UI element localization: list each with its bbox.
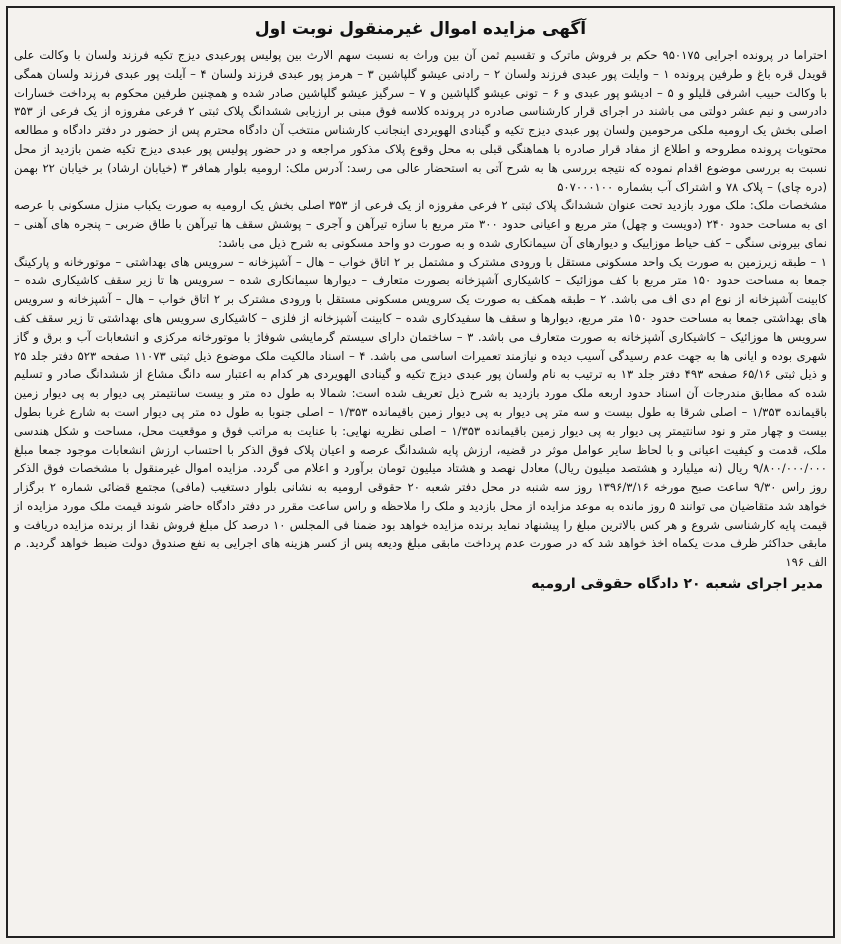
notice-paragraph-intro: احتراما در پرونده اجرایی ۹۵۰۱۷۵ حکم بر فروش ماترک و تقسیم ثمن آن بین وراث به نسبت سهم الارث بین پولیس پورعبدی دیزج تکیه فرزند ولسان با وکالت علی قویدل قره باغ و طرفین پرونده ۱ – وایلت پور عبدی فرزند ولسان ۲ – رادنی عیشو گلپاشین ۳ – هرمز پور عبدی فرزند ولسان ۴ – آیلت پور عبدی فرزند ولسان همگی با وکالت حبیب اشرفی قلیلو و ۵ – ادیشو پور عبدی و ۶ – تونی عیشو گلپاشین و ۷ – سرگیز عیشو گلپاشین صادر شده و همچنین طرفین محکوم به پرداخت خسارات دادرسی و نیم عشر دولتی می باشند در اجرای قرار کارشناسی صادره در پرونده کلاسه فوق مبنی بر ارزیابی ششدانگ پلاک ثبتی ۲ فرعی مفروزه از یک فرعی از ۳۵۳ اصلی بخش یک ارومیه ملکی مرحومین ولسان پور عبدی دیزج تکیه و گینادی الهویردی اینجانب کارشناس منتخب آن دادگاه محترم پس از حضور در دفتر دادگاه و مطالعه محتویات پرونده مطروحه و اطلاع از مفاد قرار صادره با هماهنگی قبلی به محل وقوع پلاک مذکور مراجعه و در حضور پولیس پور عبدی دیزج تکیه ضمن بازدید از محل نسبت به بررسی موضوع اقدام نموده که نتیجه بررسی ها به شرح آتی به استحضار عالی می رسد: آدرس ملک: ارومیه بلوار همافر ۳ (خیابان ارشاد) بر خیابان ۲۲ بهمن (دره چای) – پلاک ۷۸ و اشتراک آب بشماره ۵۰۷۰۰۰۱۰۰: [14, 48, 827, 194]
notice-title: آگهی مزایده اموال غیرمنقول نوبت اول: [254, 19, 587, 39]
notice-paragraph-specs: مشخصات ملک: ملک مورد بازدید تحت عنوان ششدانگ پلاک ثبتی ۲ فرعی مفروزه از یک فرعی از ۳۵۳ اصلی بخش یک ارومیه به صورت یکباب منزل مسکونی با عرصه ای به مساحت حدود ۲۴۰ (دویست و چهل) متر مربع و اعیانی حدود ۳۰۰ متر مربع با سازه تیرآهن و آجری – پوشش سقف ها تیرآهن با طاق ضربی – پنجره های آهنی – نمای بیرونی سنگی – کف حیاط موزاییک و دیوارهای آن سیمانکاری شده و به صورت دو واحد مسکونی به شرح ذیل می باشد:: [14, 198, 828, 250]
notice-signature: مدیر اجرای شعبه ۲۰ دادگاه حقوقی ارومیه: [531, 575, 823, 592]
notice-body: [14, 46, 827, 572]
notice-paragraph-details: ۱ – طبقه زیرزمین به صورت یک واحد مسکونی مستقل با ورودی مشترک و مشتمل بر ۲ اتاق خواب – هال – آشپزخانه – سرویس های بهداشتی – موتورخانه و پارکینگ جمعا به مساحت حدود ۱۵۰ متر مربع با کف موزائیک – کاشیکاری آشپزخانه بصورت متعارف – دیوارها سیمانکاری شده – سرویس ها تا زیر سقف کاشیکاری شده – کابینت آشپزخانه از نوع ام دی اف می باشد. ۲ – طبقه همکف به صورت یک سرویس مسکونی مستقل با ورودی مشترک بر ۲ اتاق خواب – هال – آشپزخانه و سرویس های بهداشتی جمعا به مساحت حدود ۱۵۰ متر مربع، دیوارها و سقف ها سفیدکاری شده – کابینت آشپزخانه از فلزی – کاشیکاری سرویس های بهداشتی تا زیر سقف کف سرویس ها موزائیک – کاشیکاری آشپزخانه به صورت متعارف می باشد. ۳ – ساختمان دارای سیستم گرمایشی شوفاژ با موتورخانه مرکزی و انشعابات آب و برق و گاز شهری بوده و ایانی ها به جهت عدم رسیدگی آسیب دیده و نیازمند تعمیرات اساسی می باشد. ۴ – اسناد مالکیت ملک موضوع ذیل ثبتی ۱۱۰۷۳ صفحه ۵۲۳ دفتر جلد ۲۵ و ذیل ثبتی ۶۵/۱۶ صفحه ۴۹۳ دفتر جلد ۱۳ به ترتیب به نام ولسان پور عبدی دیزج تکیه و گینادی الهویردی هر کدام به اعتبار سه دانگ مشاع از ششدانگ صادر و تسلیم شده که مطابق مندرجات آن اسناد حدود اربعه ملک مورد بازدید به شرح ذیل تعریف شده است: شمالا به طول ده متر و بیست سانتیمتر پی دیوار به پی دیوار زمین باقیمانده ۱/۳۵۳ – اصلی شرقا به طول بیست و سه متر پی دیوار به پی دیوار زمین باقیمانده ۱/۳۵۳ – اصلی جنوبا به طول ده متر پی دیوار است به شارع غربا بطول بیست و چهار متر و نود سانتیمتر پی دیوار به پی دیوار زمین باقیمانده ۱/۳۵۳ – اصلی نظریه نهایی: با عنایت به مراتب فوق و موقعیت محل، مساحت و شکل هندسی ملک، قدمت و کیفیت اعیانی و با لحاظ سایر عوامل موثر در قضیه، ارزش پایه ششدانگ عرصه و اعیان پلاک فوق الذکر با احتساب ارزش انشعابات موجود جمعا مبلغ ۹/۸۰۰/۰۰۰/۰۰۰ ریال (نه میلیارد و هشتصد میلیون ریال) معادل نهصد و هشتاد میلیون تومان برآورد و اعلام می گردد. مزایده اموال غیرمنقول با مشخصات فوق الذکر روز راس ۹/۳۰ ساعت صبح مورخه ۱۳۹۶/۳/۱۶ روز سه شنبه در محل دفتر شعبه ۲۰ حقوقی ارومیه به نشانی بلوار دستغیب (مافی) مجتمع قضائی شماره ۲ برگزار خواهد شد متقاضیان می توانند ۵ روز مانده به موعد مزایده از محل بازدید و ملک را ملاحظه و راس ساعت مقرر در دفتر دادگاه حاضر شوند قیمت ملک مورد مزایده از قیمت پایه کارشناسی شروع و هر کس بالاترین مبلغ را پیشنهاد نماید برنده مزایده خواهد بود ضمنا فی المجلس ۱۰ درصد کل مبلغ فروش نقدا از برنده مزایده دریافت و مابقی حداکثر ظرف مدت یکماه اخذ خواهد شد که در صورت عدم پرداخت مابقی مبلغ ودیعه پس از کسر هزینه های اجرایی به نفع صندوق دولت ضبط خواهد گردید. م الف ۱۹۶: [14, 254, 828, 570]
